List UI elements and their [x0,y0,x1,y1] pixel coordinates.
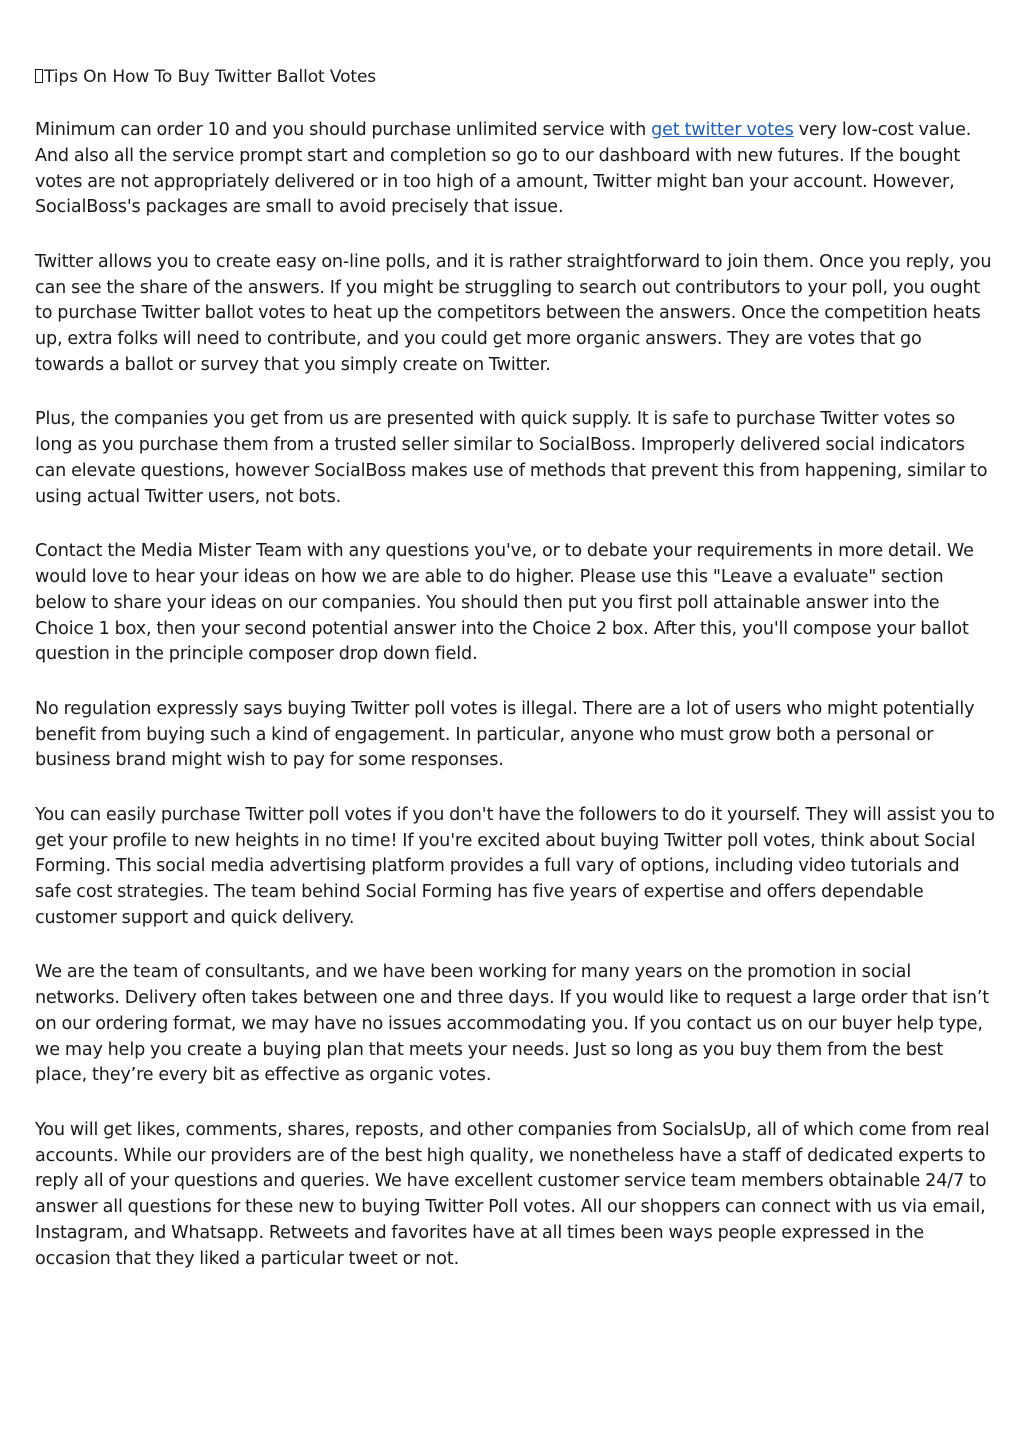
paragraph-3: Plus, the companies you get from us are presented with quick supply. It is safe to purchase Twitter votes so long as you purchase them from a trusted seller similar to SocialBoss. Improperly delivered social indicators can elevate questions, however SocialBoss makes use of methods that prevent this from happening, similar to using actual Twitter users, not bots. [35,409,988,507]
paragraph-1 [35,118,995,221]
paragraph-1-text-before: Minimum can order 10 and you should purchase unlimited service with [35,120,652,140]
paragraph-8: You will get likes, comments, shares, reposts, and other companies from SocialsUp, all of which come from real accounts. While our providers are of the best high quality, we nonetheless have a staff of dedicated experts to reply all of your questions and queries. We have excellent customer service team members obtainable 24/7 to answer all questions for these new to buying Twitter Poll votes. All our shoppers can connect with us via email, Instagram, and Whatsapp. Retweets and favorites have at all times been ways people expressed in the occasion that they liked a particular tweet or not. [35,1119,990,1269]
document-title [35,64,995,90]
get-twitter-votes-link[interactable]: get twitter votes [651,120,794,140]
paragraph-7: We are the team of consultants, and we have been working for many years on the promotion in social networks. Delivery often takes between one and three days. If you would like to request a large order that isn’t on our ordering format, we may have no issues accommodating you. If you contact us on our buyer help type, we may help you create a buying plan that meets your needs. Just so long as you buy them from the best place, they’re every bit as effective as organic votes. [35,962,990,1086]
paragraph-1-text-after: very low-cost value. And also all the service prompt start and completion so go to our dashboard with new futures. If the bought votes are not appropriately delivered or in too high of a amount, Twitter might ban your account. However, SocialBoss's packages are small to avoid precisely that issue. [35,120,972,218]
document-body [35,64,995,1301]
paragraph-2: Twitter allows you to create easy on-line polls, and it is rather straightforward to join them. Once you reply, you can see the share of the answers. If you might be struggling to search out contributors to your poll, you ought to purchase Twitter ballot votes to heat up the competitors between the answers. Once the competition heats up, extra folks will need to contribute, and you could get more organic answers. They are votes that go towards a ballot or survey that you simply create on Twitter. [35,251,992,375]
paragraph-5: No regulation expressly says buying Twitter poll votes is illegal. There are a lot of users who might potentially benefit from buying such a kind of engagement. In particular, anyone who must grow both a personal or business brand might wish to pay for some responses. [35,698,975,771]
document-title-text: Tips On How To Buy Twitter Ballot Votes [44,67,377,87]
paragraph-4: Contact the Media Mister Team with any questions you've, or to debate your requirements in more detail. We would love to hear your ideas on how we are able to do higher. Please use this "Leave a evaluate" section below to share your ideas on our companies. You should then put you first poll attainable answer into the Choice 1 box, then your second potential answer into the Choice 2 box. After this, you'll compose your ballot question in the principle composer drop down field. [35,541,974,665]
paragraph-6: You can easily purchase Twitter poll votes if you don't have the followers to do it yourself. They will assist you to get your profile to new heights in no time! If you're excited about buying Twitter poll votes, think about Social Forming. This social media advertising platform provides a full vary of options, including video tutorials and safe cost strategies. The team behind Social Forming has five years of expertise and offers dependable customer support and quick delivery. [35,804,995,928]
missing-glyph-box [35,69,43,83]
